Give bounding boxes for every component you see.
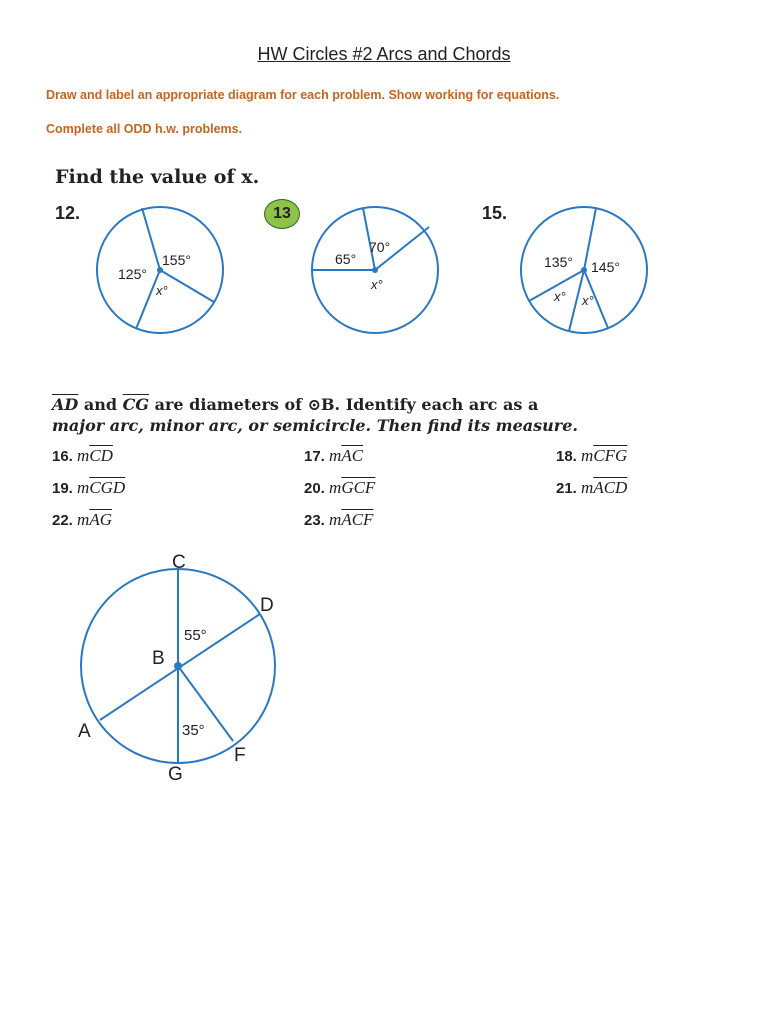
diameters-statement-line1: $\overline{AD}$ and $\overline{CG}$ are diameters of ⊙B. Identify each arc as a (52, 395, 539, 414)
problem-21: 21. $m\overline{ACD}$ (556, 478, 628, 497)
angle-label: x° (582, 293, 594, 308)
angle-label: 155° (162, 252, 191, 268)
point-label-g: G (168, 764, 183, 785)
problem-23: 23. $m\overline{ACF}$ (304, 510, 374, 529)
problem-17: 17. $m\overline{AC}$ (304, 446, 364, 465)
angle-label-35: 35° (182, 722, 205, 739)
angle-label: 135° (544, 254, 573, 270)
angle-label: x° (156, 283, 168, 298)
point-label-b: B (152, 648, 165, 669)
problem-13-badge: 13 (264, 199, 300, 229)
problem-15-number: 15. (482, 203, 508, 223)
center-point (372, 267, 378, 273)
point-label-f: F (234, 745, 246, 766)
point-label-c: C (172, 552, 186, 573)
radius (142, 208, 160, 270)
problem-22: 22. $m\overline{AG}$ (52, 510, 112, 529)
angle-label: 125° (118, 266, 147, 282)
center-point (581, 267, 587, 273)
problem-12-number: 12. (55, 203, 81, 223)
instruction-odd: Complete all ODD h.w. problems. (46, 122, 243, 136)
problem-18: 18. $m\overline{CFG}$ (556, 446, 628, 465)
problem-13-diagram (305, 205, 445, 335)
point-label-d: D (260, 595, 274, 616)
angle-label: 70° (369, 239, 391, 255)
angle-label: 145° (591, 259, 620, 275)
angle-label-55: 55° (184, 627, 207, 644)
problem-12-diagram (90, 205, 230, 335)
problem-19: 19. $m\overline{CGD}$ (52, 478, 126, 497)
center-b (174, 662, 182, 670)
circle-b-figure (70, 548, 300, 788)
problem-20: 20. $m\overline{GCF}$ (304, 478, 376, 497)
radius (160, 270, 214, 302)
angle-label: 65° (335, 251, 357, 267)
instruction-drawing: Draw and label an appropriate diagram for each problem. Show working for equations. (46, 88, 560, 102)
page-title: HW Circles #2 Arcs and Chords (257, 44, 511, 64)
section-heading: Find the value of x. (55, 166, 260, 188)
point-label-a: A (78, 721, 91, 742)
angle-label: x° (371, 277, 383, 292)
angle-label: x° (554, 289, 566, 304)
problem-15-diagram (514, 205, 654, 335)
diameters-statement-line2: major arc, minor arc, or semicircle. Then find its measure. (52, 416, 578, 435)
problem-16: 16. $m\overline{CD}$ (52, 446, 113, 465)
